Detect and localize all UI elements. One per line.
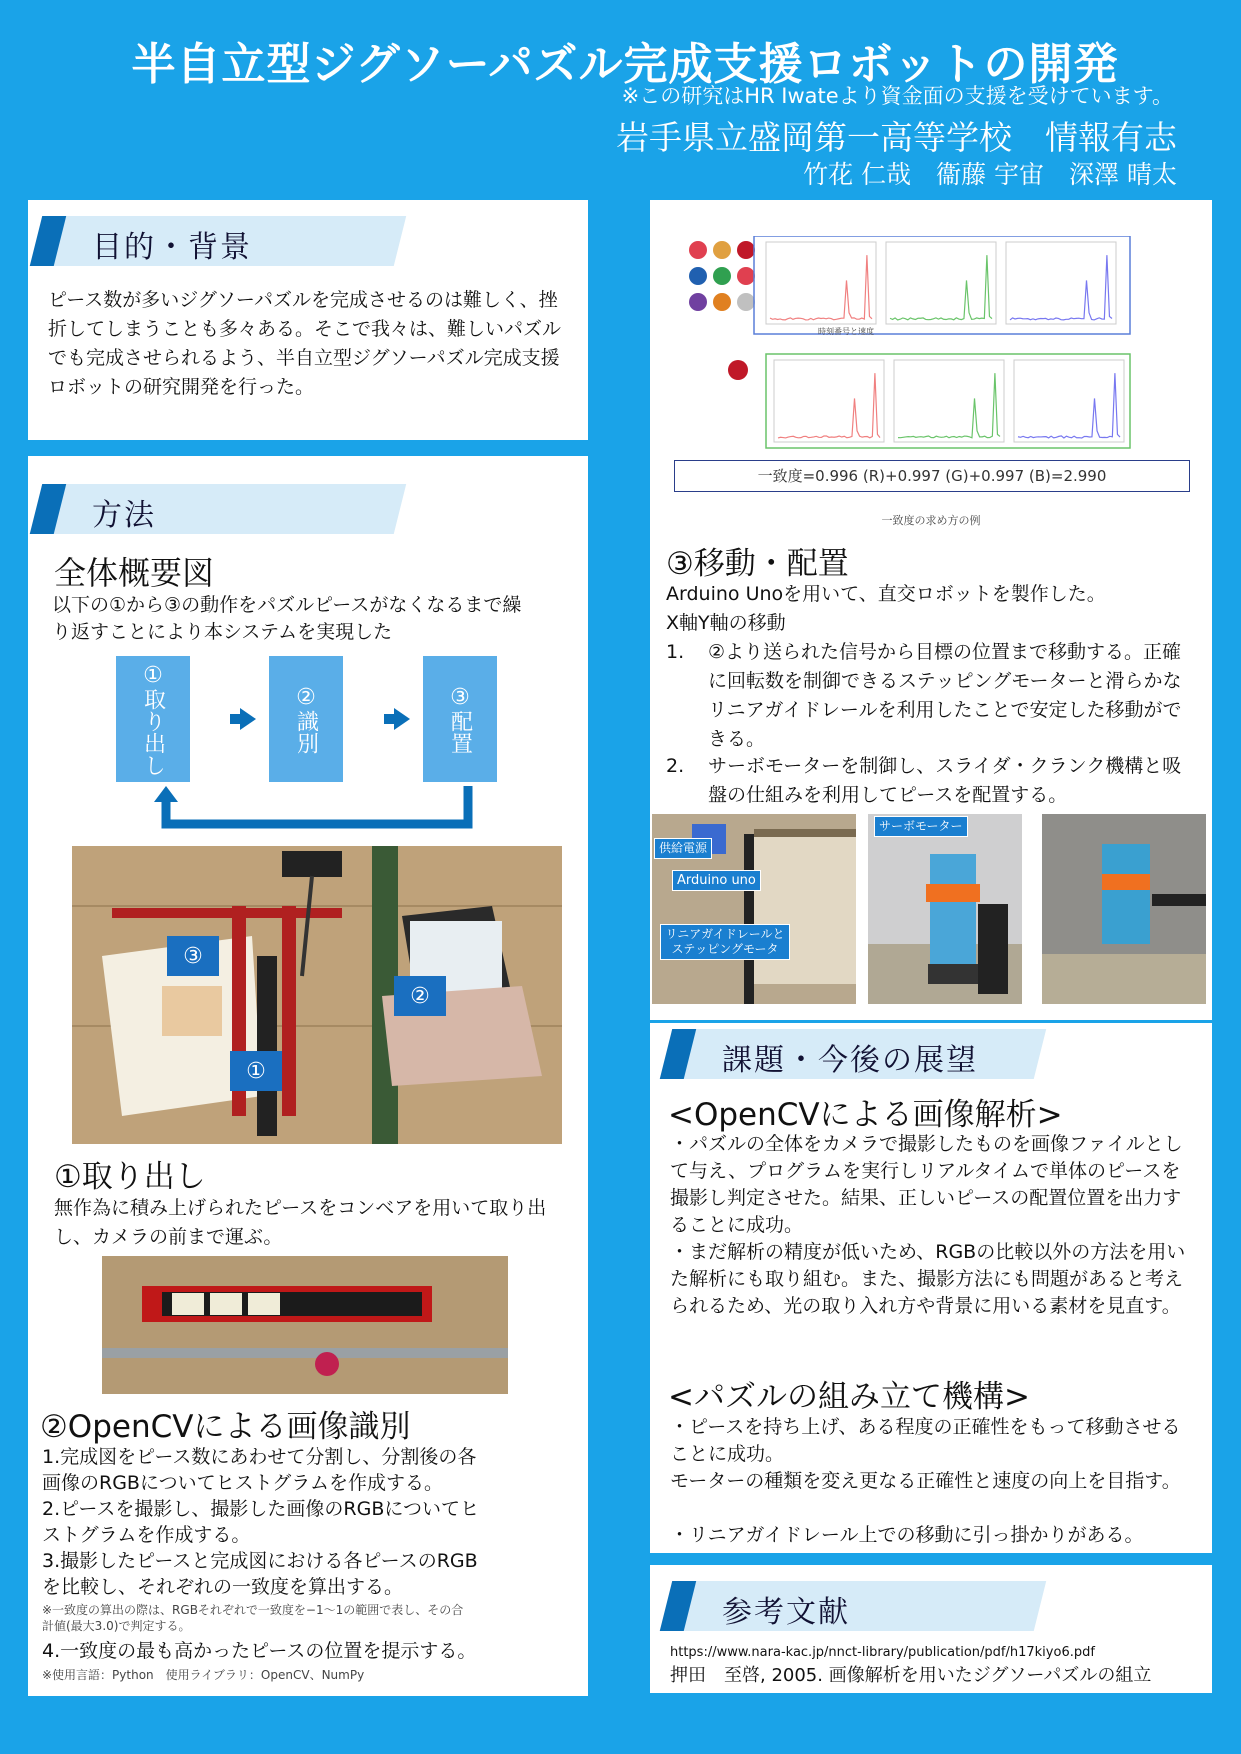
poster-title: 半自立型ジグソーパズル完成支援ロボットの開発 [131, 39, 1119, 90]
conveyor-photo [102, 1256, 508, 1394]
piece-thumbnail [737, 267, 755, 285]
formula-box [674, 460, 1190, 492]
photo-label-2: ② [394, 976, 446, 1016]
move-sub: X軸Y軸の移動 [666, 612, 786, 634]
histogram-plot [1006, 242, 1116, 324]
flow-step-3: ③配置 [423, 656, 497, 782]
step2-item-3: 3.撮影したピースと完成図における各ピースのRGBを比較し、それぞれの一致度を算出する。 [42, 1550, 478, 1598]
move-item-1-num: 1. [666, 641, 685, 663]
purpose-heading: 目的・背景 [36, 216, 406, 266]
captured-piece [728, 360, 748, 380]
step1-title: ①取り出し [54, 1159, 206, 1195]
future-p5: ・リニアガイドレール上での移動に引っ掛かりがある。 [670, 1524, 1144, 1546]
purpose-panel [28, 200, 588, 440]
future-p2: ・まだ解析の精度が低いため、RGBの比較以外の方法を用いた解析にも取り組む。また、撮影方法にも問題があると考えられるため、光の取り入れ方や背景に用いる素材を見直す。 [670, 1241, 1186, 1317]
figure-panel [650, 200, 1212, 1020]
future-t2: <パズルの組み立て機構> [668, 1379, 1030, 1415]
histogram-plot [766, 242, 876, 324]
robot-photo-2 [868, 814, 1022, 1004]
ref-citation: 押田 至啓, 2005. 画像解析を用いたジグソーパズルの組立 [670, 1665, 1152, 1686]
histogram-plot [886, 242, 996, 324]
lang-note: ※使用言語：Python 使用ライブラリ：OpenCV、NumPy [42, 1668, 365, 1682]
step2-item-1: 1.完成図をピース数にあわせて分割し、分割後の各画像のRGBについてヒストグラムを作成する。 [42, 1446, 477, 1494]
method-heading: 方法 [36, 484, 406, 534]
move-intro: Arduino Unoを用いて、直交ロボットを製作した。 [666, 583, 1106, 605]
future-p3: ・ピースを持ち上げ、ある程度の正確性をもって移動させることに成功。 [670, 1416, 1181, 1465]
callout-rail: リニアガイドレールとステッピングモータ [660, 924, 790, 960]
authors: 竹花 仁哉 衞藤 宇宙 深澤 晴太 [803, 160, 1177, 189]
overview-title: 全体概要図 [54, 554, 215, 592]
flow-step-2: ②識別 [269, 656, 343, 782]
flow-arrow-1 [240, 708, 256, 730]
future-p4: モーターの種類を変え更なる正確性と速度の向上を目指す。 [670, 1470, 1181, 1492]
step2-item-2: 2.ピースを撮影し、撮影した画像のRGBについてヒストグラムを作成する。 [42, 1498, 479, 1546]
robot-photo-3 [1042, 814, 1206, 1004]
piece-thumbnail [713, 267, 731, 285]
future-heading: 課題・今後の展望 [666, 1029, 1036, 1079]
piece-thumbnail [737, 241, 755, 259]
step1-text: 無作為に積み上げられたピースをコンベアを用いて取り出し、カメラの前まで運ぶ。 [54, 1197, 547, 1248]
step2-title: ②OpenCVによる画像識別 [40, 1409, 411, 1445]
system-photo [72, 846, 562, 1144]
piece-thumbnail [689, 241, 707, 259]
refs-panel [650, 1565, 1212, 1693]
move-item-1: ②より送られた信号から目標の位置まで移動する。正確に回転数を制御できるステッピングモーターと滑らかなリニアガイドレールを利用したことで安定した移動ができる。 [708, 641, 1182, 750]
robot-photo-1 [652, 814, 856, 1004]
piece-thumbnail [689, 293, 707, 311]
piece-thumbnail [713, 241, 731, 259]
future-panel [650, 1023, 1212, 1553]
piece-thumbnail [713, 293, 731, 311]
piece-thumbnail [737, 293, 755, 311]
histogram-plot [774, 360, 884, 442]
overview-text: 以下の①から③の動作をパズルピースがなくなるまで繰り返すことにより本システムを実現した [52, 594, 522, 643]
method-panel [28, 456, 588, 1696]
histogram-plot [1014, 360, 1124, 442]
refs-heading: 参考文献 [666, 1581, 1036, 1631]
future-p1: ・パズルの全体をカメラで撮影したものを画像ファイルとして与え、プログラムを実行しリアルタイムで単体のピースを撮影し判定させた。結果、正しいピースの配置位置を出力することに成功。 [670, 1133, 1183, 1236]
flow-step-1: ①取り出し [116, 656, 190, 782]
figure-caption: 一致度の求め方の例 [881, 514, 981, 527]
piece-thumbnail [689, 267, 707, 285]
school-name: 岩手県立盛岡第一高等学校 情報有志 [616, 118, 1177, 157]
grant-note: ※この研究はHR Iwateより資金面の支援を受けています。 [621, 84, 1173, 108]
move-item-2-num: 2. [666, 755, 685, 777]
move-item-2: サーボモーターを制御し、スライダ・クランク機構と吸盤の仕組みを利用してピースを配置する。 [708, 755, 1182, 806]
formula-text: 一致度=0.996 (R)+0.997 (G)+0.997 (B)=2.990 [757, 467, 1107, 485]
histogram-figure [686, 236, 1152, 466]
step2-item-4: 4.一致度の最も高かったピースの位置を提示する。 [42, 1640, 477, 1662]
callout-arduino: Arduino uno [672, 870, 761, 891]
ref-url[interactable]: https://www.nara-kac.jp/nnct-library/publication/pdf/h17kiyo6.pdf [670, 1645, 1095, 1660]
flow-arrow-2 [394, 708, 410, 730]
histogram-plot [894, 360, 1004, 442]
photo-label-1: ① [230, 1051, 282, 1091]
move-title: ③移動・配置 [666, 546, 849, 582]
step2-note: ※一致度の算出の際は、RGBそれぞれで一致度を−1〜1の範囲で表し、その合計値(最大3.0)で判定する。 [42, 1603, 464, 1633]
callout-power: 供給電源 [654, 838, 712, 859]
photo-label-3: ③ [167, 936, 219, 976]
callout-servo: サーボモーター [874, 816, 968, 837]
histogram-xlabel: 時刻番号と速度 [818, 327, 874, 336]
future-t1: <OpenCVによる画像解析> [668, 1097, 1063, 1133]
loop-arrow [118, 786, 498, 846]
purpose-text: ピース数が多いジグソーパズルを完成させるのは難しく、挫折してしまうことも多々ある。そこで我々は、難しいパズルでも完成させられるよう、半自立型ジグソーパズル完成支援ロボットの研究開発を行った。 [48, 289, 562, 398]
